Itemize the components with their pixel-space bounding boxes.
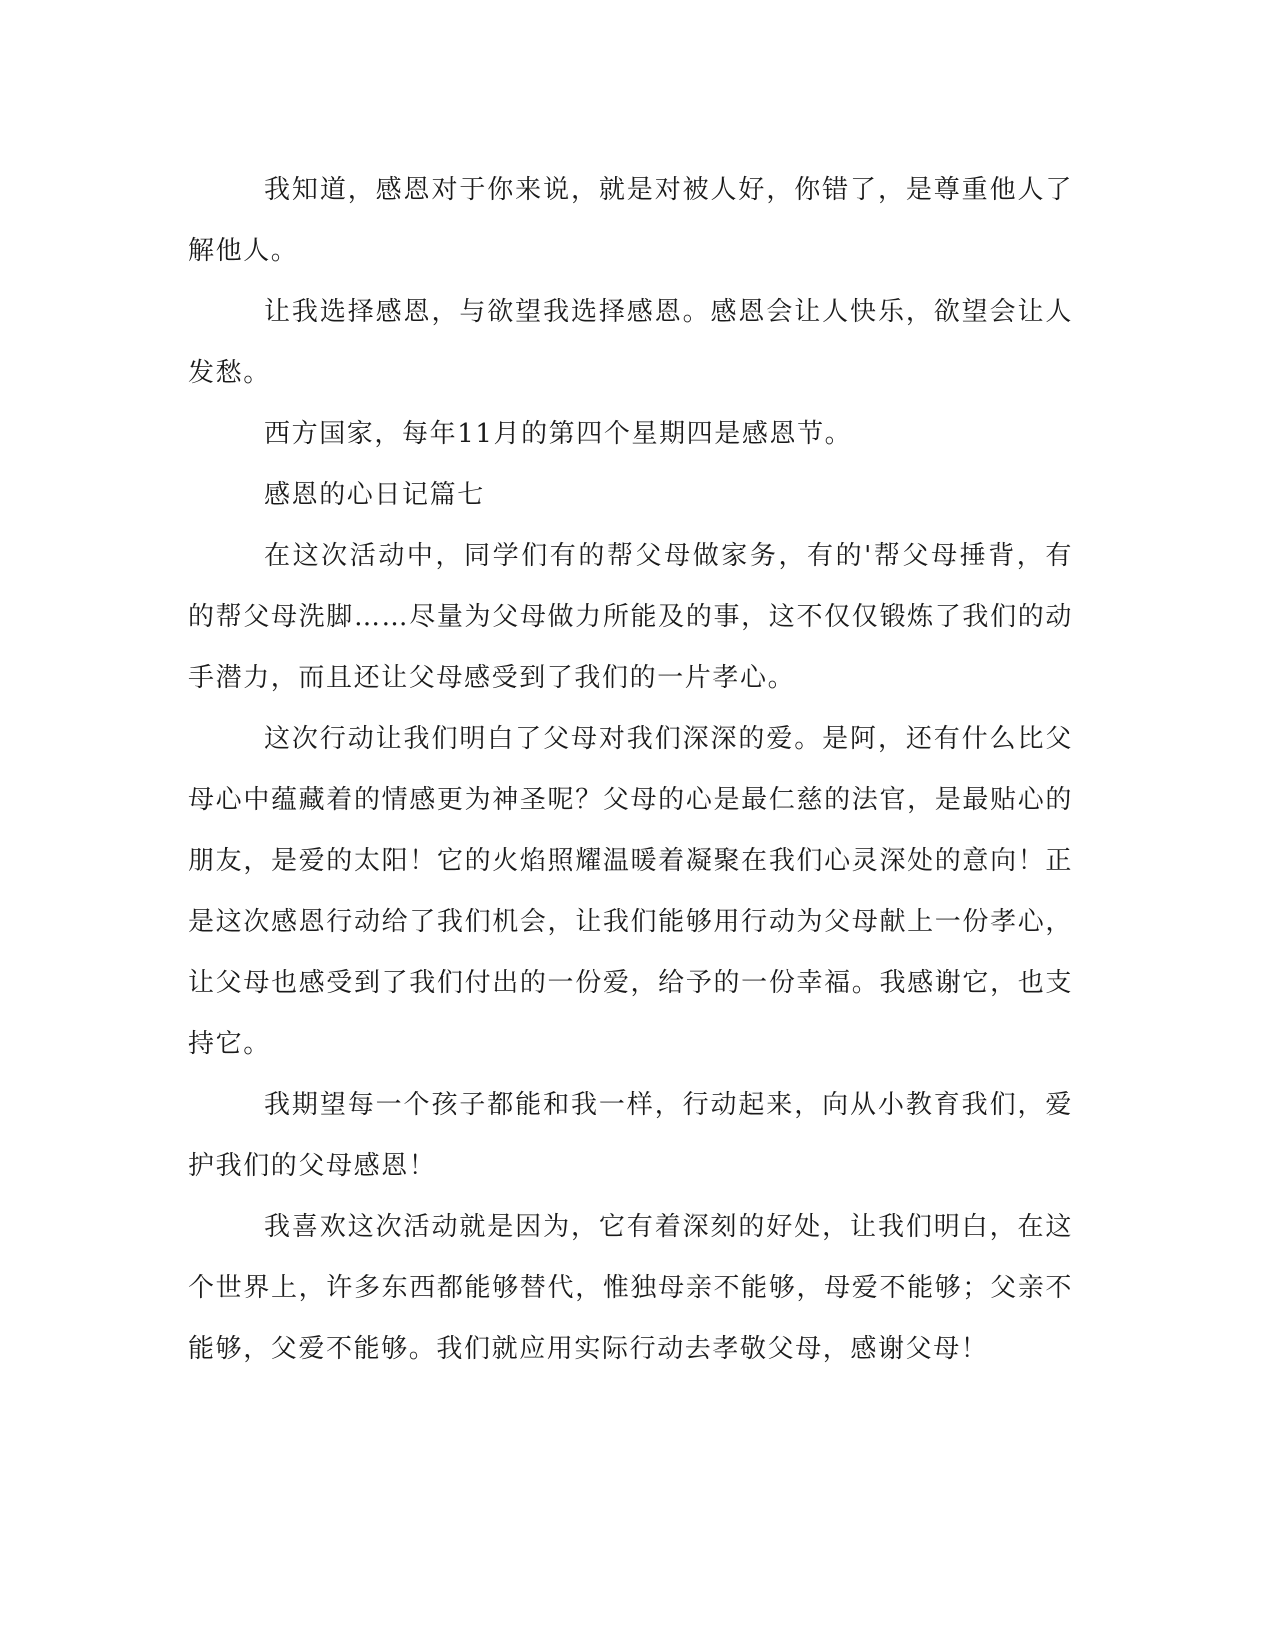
- document-body: [188, 160, 1073, 1380]
- paragraph-parents-love: 这次行动让我们明白了父母对我们深深的爱。是阿，还有什么比父母心中蕴藏着的情感更为神圣呢？父母的心是最仁慈的法官，是最贴心的朋友，是爱的太阳！它的火焰照耀温暖着凝聚在我们心灵深处的意向！正是这次感恩行动给了我们机会，让我们能够用行动为父母献上一份孝心，让父母也感受到了我们付出的一份爱，给予的一份幸福。我感谢它，也支持它。: [188, 724, 1073, 1059]
- section-heading: 感恩的心日记篇七: [264, 480, 485, 510]
- paragraph-respect: 我知道，感恩对于你来说，就是对被人好，你错了，是尊重他人了解他人。: [188, 175, 1073, 266]
- paragraph-choose-gratitude: 让我选择感恩，与欲望我选择感恩。感恩会让人快乐，欲望会让人发愁。: [188, 297, 1073, 388]
- paragraph-activity: 在这次活动中，同学们有的帮父母做家务，有的'帮父母捶背，有的帮父母洗脚……尽量为父母做力所能及的事，这不仅仅锻炼了我们的动手潜力，而且还让父母感受到了我们的一片孝心。: [188, 541, 1073, 693]
- paragraph-hope: 我期望每一个孩子都能和我一样，行动起来，向从小教育我们，爱护我们的父母感恩！: [188, 1090, 1073, 1181]
- paragraph-conclusion: 我喜欢这次活动就是因为，它有着深刻的好处，让我们明白，在这个世界上，许多东西都能够替代，惟独母亲不能够，母爱不能够；父亲不能够，父爱不能够。我们就应用实际行动去孝敬父母，感谢父母！: [188, 1212, 1073, 1364]
- paragraph-thanksgiving-date: 西方国家，每年11月的第四个星期四是感恩节。: [264, 419, 853, 449]
